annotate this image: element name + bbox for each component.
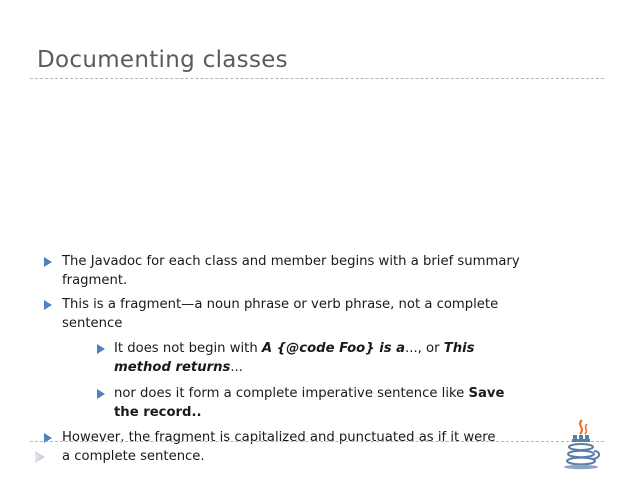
sub-bullet-arrow-icon	[97, 344, 105, 354]
java-logo-icon	[560, 418, 604, 470]
bullet-item: The Javadoc for each class and member begins with a brief summary fragment.	[62, 254, 520, 288]
sub-bullet-item: It does not begin with A {@code Foo} is a..., or This method returns...	[114, 341, 475, 375]
bullet-arrow-icon	[44, 300, 52, 310]
footer-divider	[30, 441, 604, 442]
sub-bullet-item: nor does it form a complete imperative sentence like Save the record..	[114, 386, 505, 420]
title-divider	[30, 78, 604, 79]
sub-bullet-arrow-icon	[97, 389, 105, 399]
bullet-item: This is a fragment—a noun phrase or verb phrase, not a complete sentence	[62, 297, 499, 331]
bullet-item: However, the fragment is capitalized and punctuated as if it were a complete sentence.	[62, 430, 496, 464]
slide-nav-icon[interactable]	[34, 450, 46, 464]
bullet-arrow-icon	[44, 257, 52, 267]
slide-title: Documenting classes	[37, 47, 288, 73]
